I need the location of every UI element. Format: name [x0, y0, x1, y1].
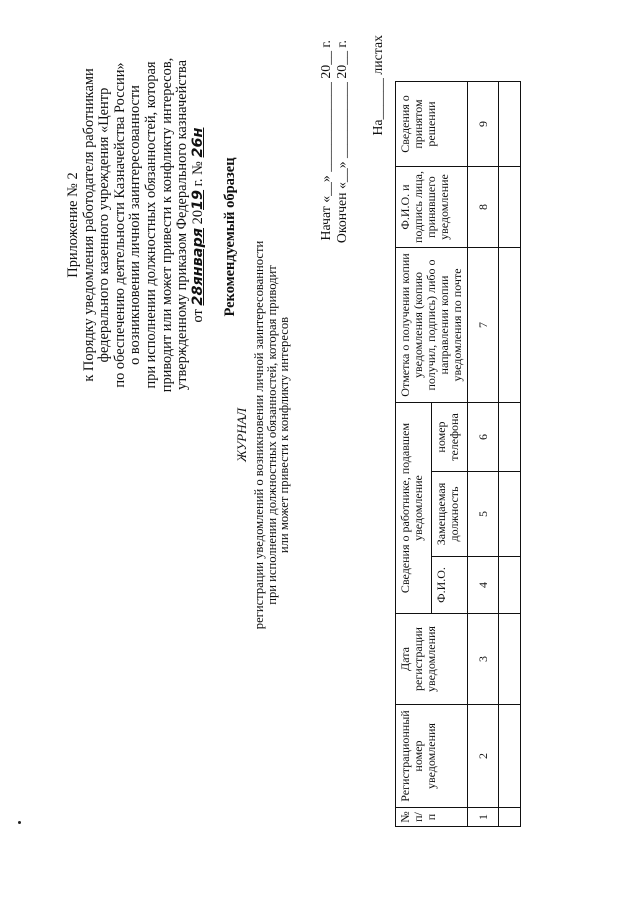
- recommended-sample-label: Рекомендуемый образец: [222, 157, 238, 317]
- order-year-handwritten: 19: [189, 189, 206, 210]
- column-number: 6: [468, 403, 499, 472]
- appendix-line: при исполнении должностных обязанностей, которая: [142, 61, 159, 389]
- scan-speck: [18, 821, 21, 824]
- column-number: 1: [468, 808, 499, 827]
- sheets-count-line: На______ листах: [370, 35, 385, 136]
- column-number: 3: [468, 614, 499, 705]
- finished-date-line: Окончен «__» ___________ 20__ г.: [334, 40, 349, 244]
- journal-title: ЖУРНАЛ: [234, 407, 249, 463]
- table-header-row: [396, 82, 432, 827]
- empty-cell: [499, 82, 521, 167]
- journal-subtitle-line: или может привести к конфликту интересов: [277, 316, 292, 554]
- registration-table: [395, 81, 521, 827]
- order-year-suffix: г. №: [189, 161, 206, 187]
- header-position: Замещаемая должность: [432, 472, 468, 557]
- appendix-line: о возникновении личной заинтересованности: [127, 85, 144, 365]
- appendix-line: федерального казенного учреждения «Центр: [96, 87, 113, 363]
- empty-cell: [499, 808, 521, 827]
- started-date-line: Начат «__» _____________ 20__ г.: [318, 40, 333, 241]
- column-number: 8: [468, 167, 499, 248]
- header-full-name: Ф.И.О.: [432, 557, 468, 614]
- journal-heading: [236, 175, 291, 695]
- column-number: 7: [468, 248, 499, 403]
- header-registration-date: Дата регистрации уведомления: [396, 614, 468, 705]
- journal-subtitle-line: при исполнении должностных обязанностей, которая приводит: [264, 265, 279, 605]
- column-number: 2: [468, 705, 499, 808]
- empty-cell: [499, 403, 521, 472]
- empty-cell: [499, 557, 521, 614]
- empty-cell: [499, 614, 521, 705]
- order-date-handwritten: 28января: [189, 227, 206, 306]
- journal-subtitle-line: регистрации уведомлений о возникновении личной заинтересованности: [251, 240, 266, 630]
- table-number-row: [468, 82, 499, 827]
- order-prefix: от: [189, 309, 206, 323]
- order-year-prefix: 20: [189, 209, 206, 225]
- appendix-line: по обеспечению деятельности Казначейства России»: [111, 62, 128, 388]
- header-decision: Сведения о принятом решении: [396, 82, 468, 167]
- empty-cell: [499, 167, 521, 248]
- appendix-line: утвержденному приказом Федерального казначейства: [174, 60, 191, 390]
- header-receiver: Ф.И.О. и подпись лица, принявшего уведомление: [396, 167, 468, 248]
- column-number: 9: [468, 82, 499, 167]
- appendix-line: приводит или может привести к конфликту интересов,: [158, 57, 175, 393]
- header-registration-number: Регистрационный номер уведомления: [396, 705, 468, 808]
- order-number-handwritten: 26н: [189, 127, 206, 158]
- header-phone: номер телефона: [432, 403, 468, 472]
- empty-cell: [499, 705, 521, 808]
- appendix-block: [66, 15, 206, 435]
- header-employee-info: Сведения о работнике, подавшем уведомление: [396, 403, 432, 614]
- empty-cell: [499, 472, 521, 557]
- column-number: 4: [468, 557, 499, 614]
- table-empty-row: [499, 82, 521, 827]
- header-number: № п/п: [396, 808, 468, 827]
- appendix-line: Приложение № 2: [65, 172, 81, 278]
- empty-cell: [499, 248, 521, 403]
- order-line: [191, 15, 207, 435]
- column-number: 5: [468, 472, 499, 557]
- appendix-line: к Порядку уведомления работодателя работниками: [80, 68, 97, 382]
- journal-dates: [318, 40, 350, 340]
- header-copy-receipt: Отметка о получении копии уведомления (копию получил, подпись) либо о направлении копии уведомления по почте: [396, 248, 468, 403]
